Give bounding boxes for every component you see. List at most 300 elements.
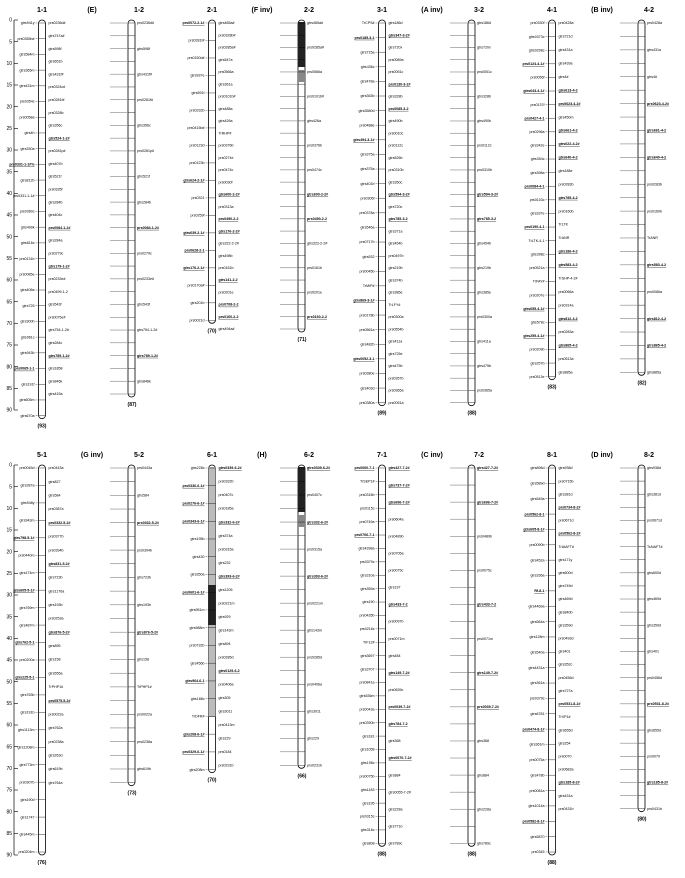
chromosome-subtitle: 8-2: [643, 452, 655, 459]
marker-label: prs0561a: [359, 327, 375, 332]
marker-label: gtrs426a: [307, 119, 321, 124]
marker-label: prs0376b: [218, 143, 234, 148]
marker-label: prs0097b: [388, 619, 404, 624]
marker-label: gtrs4398a: [358, 546, 375, 551]
marker-label: prs0671d: [558, 518, 574, 523]
marker-label: prs0394b: [137, 548, 152, 553]
marker-label: prs0207e: [529, 293, 545, 298]
marker-label: gtrs3707: [360, 667, 375, 672]
marker-label: prs0233e#: [48, 277, 66, 282]
chromosome-subtitle: 4-2: [643, 7, 655, 14]
marker-label: prs0708-2-2: [218, 302, 239, 307]
marker-label: TrFAY#: [532, 279, 545, 284]
scale-label: 30: [6, 592, 12, 599]
marker-label: prs0204m: [18, 850, 35, 855]
marker-label: gtrs487m: [19, 623, 35, 628]
scale-label: 65: [6, 744, 12, 751]
marker-label: prs0313a: [218, 204, 234, 209]
marker-label: TrF12#: [363, 640, 375, 645]
marker-label: gtrs754-1-2#: [137, 328, 158, 333]
marker-label: prs0300a: [388, 315, 404, 320]
marker-label: prs0324c#: [48, 85, 66, 90]
marker-label: gtrs406a: [20, 288, 35, 293]
marker-label: gtrs0129-6-2: [218, 668, 240, 673]
marker-label: prs0231b: [218, 763, 234, 768]
marker-label: prs0066a: [558, 289, 574, 294]
marker-label: prs0531-8-2#: [647, 702, 669, 707]
marker-label: gtrs988m: [189, 625, 205, 630]
marker-label: prs0071m: [477, 636, 493, 641]
marker-label: gtrs584: [48, 493, 61, 498]
marker-label: prs0428a: [647, 21, 662, 26]
marker-label: prs0717b: [359, 240, 375, 245]
marker-label: prs0274e: [218, 155, 234, 160]
marker-label: prs0185a: [218, 506, 234, 511]
marker-label: prs0489b: [477, 534, 492, 539]
marker-label: prs0435b: [359, 613, 375, 618]
marker-label: TrRHP#: [218, 131, 232, 136]
marker-label: gtrs0055-7-2#: [388, 790, 411, 795]
marker-label: gtrs186d: [477, 21, 491, 26]
linkage-group-bar: [549, 465, 556, 855]
marker-label: prs0314a: [558, 303, 574, 308]
marker-label: gtrs964-6-1: [185, 679, 205, 684]
marker-label: gtrs158: [48, 657, 61, 662]
marker-label: gtrs350c: [388, 180, 403, 185]
marker-label: prs0021d: [189, 318, 205, 323]
marker-label: prs0321: [191, 196, 205, 201]
marker-label: prs0285a#: [307, 45, 324, 50]
marker-label: prs0332b: [218, 479, 234, 484]
chromosome-title: 2-1: [206, 7, 218, 14]
shaded-region: [298, 467, 305, 512]
shaded-region: [298, 22, 305, 67]
marker-label: gtrs696-7-2#: [477, 500, 499, 505]
marker-label: TrANR: [558, 236, 570, 241]
marker-label: prs0443a: [48, 466, 64, 471]
marker-label: prs0360c: [19, 209, 35, 214]
marker-label: gtrs1205: [218, 587, 233, 592]
marker-label: gtrs600d: [647, 571, 661, 576]
marker-label: prs0428a: [558, 21, 574, 26]
marker-label: gtrs494-3-1#: [353, 138, 375, 143]
marker-label: TrLTK-4-1: [528, 238, 545, 243]
linkage-group-bar: [39, 20, 46, 419]
marker-label: gtrs284c: [48, 341, 63, 346]
marker-label: prs0124-4-1#: [522, 62, 545, 67]
marker-label: gtrs655d: [558, 728, 573, 733]
marker-label: gtrs578c: [530, 320, 545, 325]
marker-label: gtrs381d: [647, 492, 661, 497]
marker-label: gtrs229: [307, 736, 319, 741]
marker-label: prs0474c: [307, 168, 322, 173]
marker-count: (76): [37, 860, 47, 866]
marker-label: gtrs371a: [388, 229, 403, 234]
chromosome-subtitle: 1-2: [133, 7, 145, 14]
marker-label: TrAtAFT#: [647, 544, 663, 549]
marker-label: prs0380a: [359, 400, 375, 405]
marker-label: gtrs784-7-2: [388, 722, 408, 727]
marker-label: prs0190-4-1: [524, 225, 545, 230]
marker-label: gtrs404c: [48, 213, 63, 218]
marker-label: gtrs350a: [190, 572, 205, 577]
marker-label: gtrs381d: [558, 492, 573, 497]
marker-label: prs0233e#: [137, 277, 154, 282]
marker-label: prs0734-8-2#: [558, 505, 581, 510]
marker-label: prs0209b: [529, 347, 545, 352]
marker-label: gtrs433-7-2: [477, 602, 497, 607]
marker-label: gtrs195b: [190, 537, 205, 542]
marker-label: prs0070: [647, 754, 660, 759]
marker-label: gtrs589d: [530, 481, 545, 486]
marker-label: prs0051a: [388, 400, 404, 405]
marker-label: prs0683a: [558, 767, 574, 772]
marker-label: gtrs661-4-2: [647, 128, 667, 133]
marker-label: prs0456d: [647, 675, 662, 680]
marker-count: (89): [377, 410, 387, 417]
marker-label: gtrs661-4-2: [558, 128, 578, 133]
marker-label: gtrs762a: [48, 726, 63, 731]
marker-label: gtrs598f: [137, 46, 150, 51]
marker-label: gtrs3011: [218, 709, 233, 714]
marker-label: prs0081a: [529, 788, 545, 793]
marker-label: prs0238a: [137, 739, 152, 744]
marker-label: prs0238a: [48, 739, 64, 744]
marker-label: prs0281f#: [48, 97, 65, 102]
marker-label: gtrs840b: [558, 610, 573, 615]
marker-label: gtrs469d: [558, 597, 573, 602]
scale-label: 20: [6, 104, 12, 111]
marker-label: prs0200a: [19, 658, 35, 663]
marker-label: gtrs583-4-2: [647, 263, 667, 268]
marker-label: gtrs322-2-2#: [307, 241, 328, 246]
marker-label: prs0285d: [307, 655, 322, 660]
marker-label: gtrs436c: [360, 65, 375, 70]
marker-label: gtrs624-2-1#: [183, 178, 205, 183]
marker-label: gtrs789c: [388, 841, 403, 846]
marker-label: prs0103c: [529, 198, 545, 203]
marker-label: gtrs961c: [20, 335, 35, 340]
marker-label: gtrs478b: [530, 773, 545, 778]
marker-label: gtrs198c: [360, 761, 375, 766]
marker-label: prs0030f: [218, 180, 233, 185]
marker-count: (71): [297, 337, 307, 343]
marker-label: prs0236d#: [48, 21, 66, 26]
marker-label: gtrs190: [362, 600, 375, 605]
marker-label: prs0279c: [137, 251, 152, 256]
marker-label: gtrs749d: [558, 584, 573, 589]
marker-label: gtrs846k: [137, 379, 151, 384]
marker-label: prs0201e: [218, 290, 234, 295]
scale-label: 25: [6, 126, 12, 133]
marker-label: prs0357b: [388, 376, 404, 381]
marker-label: TrPHP1#: [48, 685, 64, 690]
marker-label: gtrs812-4-2: [558, 316, 578, 321]
marker-label: prs0084-4-1: [524, 184, 545, 189]
marker-label: gtrs208m: [189, 767, 205, 772]
marker-label: prs0022a: [48, 712, 64, 717]
marker-label: prs0365a: [477, 388, 492, 393]
marker-label: gtrs450m: [558, 115, 574, 120]
marker-label: gtrs651b: [48, 59, 63, 64]
marker-label: gtrs433-7-2: [388, 602, 408, 607]
marker-label: prs0513e: [529, 374, 545, 379]
genome-label: (D inv): [591, 452, 613, 459]
marker-label: gtrs393-6-2#: [307, 574, 329, 579]
marker-label: prs0300a: [477, 315, 492, 320]
marker-label: gtrs185-8-2#: [647, 780, 669, 785]
marker-label: gtrs715a: [360, 50, 375, 55]
marker-label: prs0407c: [307, 493, 322, 498]
genome-label: (E): [87, 7, 97, 14]
marker-label: gtrs445m: [19, 832, 35, 837]
marker-label: gtrs885a: [558, 370, 573, 375]
marker-label: TrAtAFT#: [558, 544, 574, 549]
marker-label: gtrs430: [192, 554, 205, 559]
marker-label: prs0493d: [558, 636, 574, 641]
marker-label: prs0443a: [137, 466, 152, 471]
marker-label: gtrs640-4-2: [647, 155, 667, 160]
marker-label: prs0355b#: [17, 36, 35, 41]
marker-label: prs0056f: [530, 75, 545, 80]
marker-label: gtrs310a: [360, 573, 375, 578]
marker-label: prs0380e: [359, 371, 375, 376]
marker-label: prs0365a: [388, 388, 404, 393]
marker-label: prs0276-6-1#: [182, 501, 205, 506]
marker-label: gtrs401b: [360, 181, 375, 186]
marker-label: prs0085-3-2: [388, 106, 409, 111]
marker-label: gtrs670a: [20, 413, 35, 418]
marker-label: prs0112c: [477, 143, 492, 148]
marker-label: gtrs128m: [529, 635, 545, 640]
marker-label: gtrs374a: [218, 533, 233, 538]
scale-label: 90: [6, 407, 12, 414]
marker-label: gtrs524-1-2#: [48, 136, 70, 141]
marker-label: gtrs622-4-2#: [558, 142, 580, 147]
marker-label: gtrs605-5-1#: [13, 588, 35, 593]
marker-label: prs0184: [218, 750, 232, 755]
marker-label: gtrs431a: [647, 48, 661, 53]
marker-label: gtrs336a: [530, 573, 545, 578]
marker-label: gtrs254: [558, 741, 571, 746]
marker-label: gtrs1208m: [17, 745, 35, 750]
marker-label: prs0623-4-2#: [558, 101, 581, 106]
scale-label: 35: [6, 614, 12, 621]
marker-label: gtrs0070-7-2#: [388, 756, 412, 761]
marker-label: gtrs555a: [48, 671, 63, 676]
marker-label: gtrs594-3-2#: [388, 192, 410, 197]
marker-label: gtrs526b: [388, 155, 403, 160]
marker-label: gtrs176-2-1#: [183, 266, 205, 271]
marker-label: prs0521a: [529, 266, 545, 271]
marker-label: prs0566a: [307, 70, 322, 75]
marker-label: gtrs598f: [48, 46, 62, 51]
marker-label: gtrs499k: [20, 225, 35, 230]
marker-label: gtrs398a: [530, 170, 545, 175]
scale-label: 35: [6, 169, 12, 176]
marker-label: prs0281f#: [137, 97, 153, 102]
marker-label: prs0345: [531, 850, 545, 855]
marker-label: prs0671d: [647, 518, 662, 523]
marker-label: prs0394b: [48, 548, 64, 553]
marker-label: gtrs287a: [20, 483, 35, 488]
marker-label: prs0045d: [19, 466, 35, 471]
marker-label: prs0072-2-1#: [182, 21, 205, 26]
marker-label: gtrs785-3-2: [477, 217, 497, 222]
marker-label: gtrs948y: [20, 501, 35, 506]
marker-label: gtrs754-1-2#: [48, 328, 69, 333]
marker-label: gtrs540a: [530, 650, 545, 655]
marker-label: gtrs789c: [477, 841, 491, 846]
shaded-region: [209, 585, 216, 625]
marker-label: gtrs365m: [19, 68, 35, 73]
marker-label: gtrs332-6-2#: [307, 520, 329, 525]
marker-label: prs0281t#: [188, 38, 205, 43]
marker-label: prs0332-5-2#: [48, 520, 71, 525]
marker-label: prs0328b: [48, 110, 64, 115]
marker-label: gtrs356c: [137, 123, 151, 128]
marker-label: gtrs219b: [477, 266, 491, 271]
marker-label: prs0201e: [307, 290, 322, 295]
marker-label: prs0115c: [359, 506, 375, 511]
marker-label: gtrs696-7-2#: [388, 500, 410, 505]
marker-label: gtrs352c: [558, 662, 573, 667]
marker-label: gtrs475b: [388, 364, 403, 369]
marker-label: prs0431b: [647, 806, 662, 811]
marker-label: TrDFR#: [191, 714, 205, 719]
marker-label: gtrs5870: [530, 834, 545, 839]
marker-label: gtrs762-5-1: [15, 640, 35, 645]
marker-label: gtrs725e: [388, 351, 403, 356]
marker-label: prs0161b: [307, 266, 322, 270]
marker-label: prs0841a: [359, 680, 375, 685]
marker-label: gtrs149-7-2#: [388, 670, 410, 675]
marker-label: prs0531-8-2#: [558, 702, 581, 707]
marker-label: prs0150d#: [187, 56, 205, 61]
marker-label: gtrs6781: [530, 711, 545, 716]
marker-label: prs0185-3-1: [354, 35, 375, 40]
marker-label: prs0310b: [477, 168, 492, 173]
marker-label: gtrs225-5-1: [15, 675, 35, 680]
marker-label: TrANR: [647, 236, 658, 241]
marker-label: prs0379c: [529, 696, 545, 701]
marker-label: gtrs591f: [191, 91, 205, 96]
marker-label: gtrs426a: [218, 119, 233, 124]
scale-label: 80: [6, 809, 12, 816]
marker-label: gtrs549a: [530, 496, 545, 501]
marker-count: (93): [37, 423, 47, 430]
marker-label: gtrs171y: [558, 557, 573, 562]
chromosome-subtitle: 5-2: [133, 452, 145, 459]
marker-label: gtrs316c: [360, 828, 375, 833]
scale-label: 10: [6, 506, 12, 513]
marker-label: gtrs876-5-2#: [137, 630, 159, 635]
marker-label: gtrs363b: [360, 94, 375, 99]
marker-label: prs0488e: [359, 123, 375, 128]
marker-label: gtrs415a: [48, 392, 63, 397]
marker-label: gtrs747a#: [48, 33, 65, 38]
marker-count: (70): [207, 777, 217, 784]
marker-label: prs0281p#: [137, 149, 154, 154]
marker-label: gtrs4469a: [528, 604, 545, 609]
scale-label: 5: [9, 484, 12, 491]
marker-label: gtrs431a: [558, 48, 573, 53]
marker-label: prs0306f: [360, 196, 375, 201]
marker-label: prs0285a#: [218, 45, 236, 50]
marker-label: prs0328b#: [218, 33, 236, 38]
marker-label: gtrs951m: [189, 608, 205, 613]
marker-label: prs0431b: [558, 806, 574, 811]
marker-label: gtrs929: [218, 614, 231, 619]
marker-label: prs0497b: [388, 253, 404, 258]
marker-label: prs0315c: [359, 814, 375, 819]
marker-label: prs0112c: [388, 143, 404, 148]
scale-label: 60: [6, 722, 12, 729]
marker-label: gtrs737-7-2#: [388, 483, 410, 488]
marker-label: gtrs521f: [48, 174, 62, 179]
marker-count: (82): [637, 380, 647, 387]
genome-label: (F inv): [251, 7, 273, 14]
marker-label: prs0090b: [529, 543, 545, 547]
marker-label: prs0071m: [388, 636, 405, 641]
marker-label: gtrs431a: [558, 793, 573, 798]
marker-label: prs0331-1-1#%: [9, 162, 35, 167]
scale-label: 75: [6, 342, 12, 349]
marker-label: prs0065-1-1: [14, 366, 35, 371]
marker-label: gtrs583-4-2: [558, 263, 578, 268]
marker-count: (83): [547, 384, 557, 391]
marker-label: prs0160-2-2: [218, 314, 239, 319]
marker-label: gtrs411a: [477, 339, 491, 344]
marker-label: gtrs354c: [530, 157, 545, 162]
marker-label: gtrs720x: [477, 45, 491, 50]
marker-label: prs0043a: [359, 707, 375, 712]
scale-label: 40: [6, 191, 12, 198]
marker-label: prs0283b: [647, 182, 662, 187]
marker-label: gtrs356c: [48, 123, 63, 128]
marker-label: gtrs1058: [360, 747, 375, 752]
chromosome-title: 8-1: [546, 452, 558, 459]
marker-label: prs0101b#: [218, 94, 236, 99]
marker-label: gtrs536m: [359, 694, 375, 699]
marker-label: Rf-8-1: [534, 589, 545, 594]
marker-label: gtrs723b: [48, 575, 63, 580]
marker-label: prs0075e#: [48, 315, 66, 320]
marker-label: gtrs193b: [137, 603, 151, 608]
marker-label: gtrs439a: [558, 61, 573, 66]
marker-label: prs0376b: [307, 143, 322, 148]
marker-label: gtrs616c: [20, 241, 35, 246]
marker-label: prs0123b: [189, 161, 205, 166]
marker-label: gtrs191b: [20, 710, 35, 715]
scale-label: 90: [6, 852, 12, 859]
marker-label: gtrs191f: [21, 382, 35, 387]
marker-label: gtrs613-4-2: [558, 88, 578, 93]
marker-label: gtrs359a: [360, 586, 375, 591]
marker-label: prs0070: [558, 754, 572, 759]
marker-label: prs0474c: [218, 168, 234, 173]
marker-label: gtrs521f: [137, 174, 150, 179]
marker-label: gtrs284b: [137, 200, 151, 205]
chromosome-title: 7-1: [376, 452, 388, 459]
scale-label: 20: [6, 549, 12, 556]
marker-label: prs0051c: [388, 70, 404, 75]
marker-label: gtrs232: [218, 560, 231, 565]
marker-label: prs0075a: [529, 758, 545, 763]
marker-label: prs0554b: [388, 327, 404, 332]
marker-label: prs0283b: [558, 182, 574, 187]
marker-label: gtrs361m: [529, 742, 545, 747]
